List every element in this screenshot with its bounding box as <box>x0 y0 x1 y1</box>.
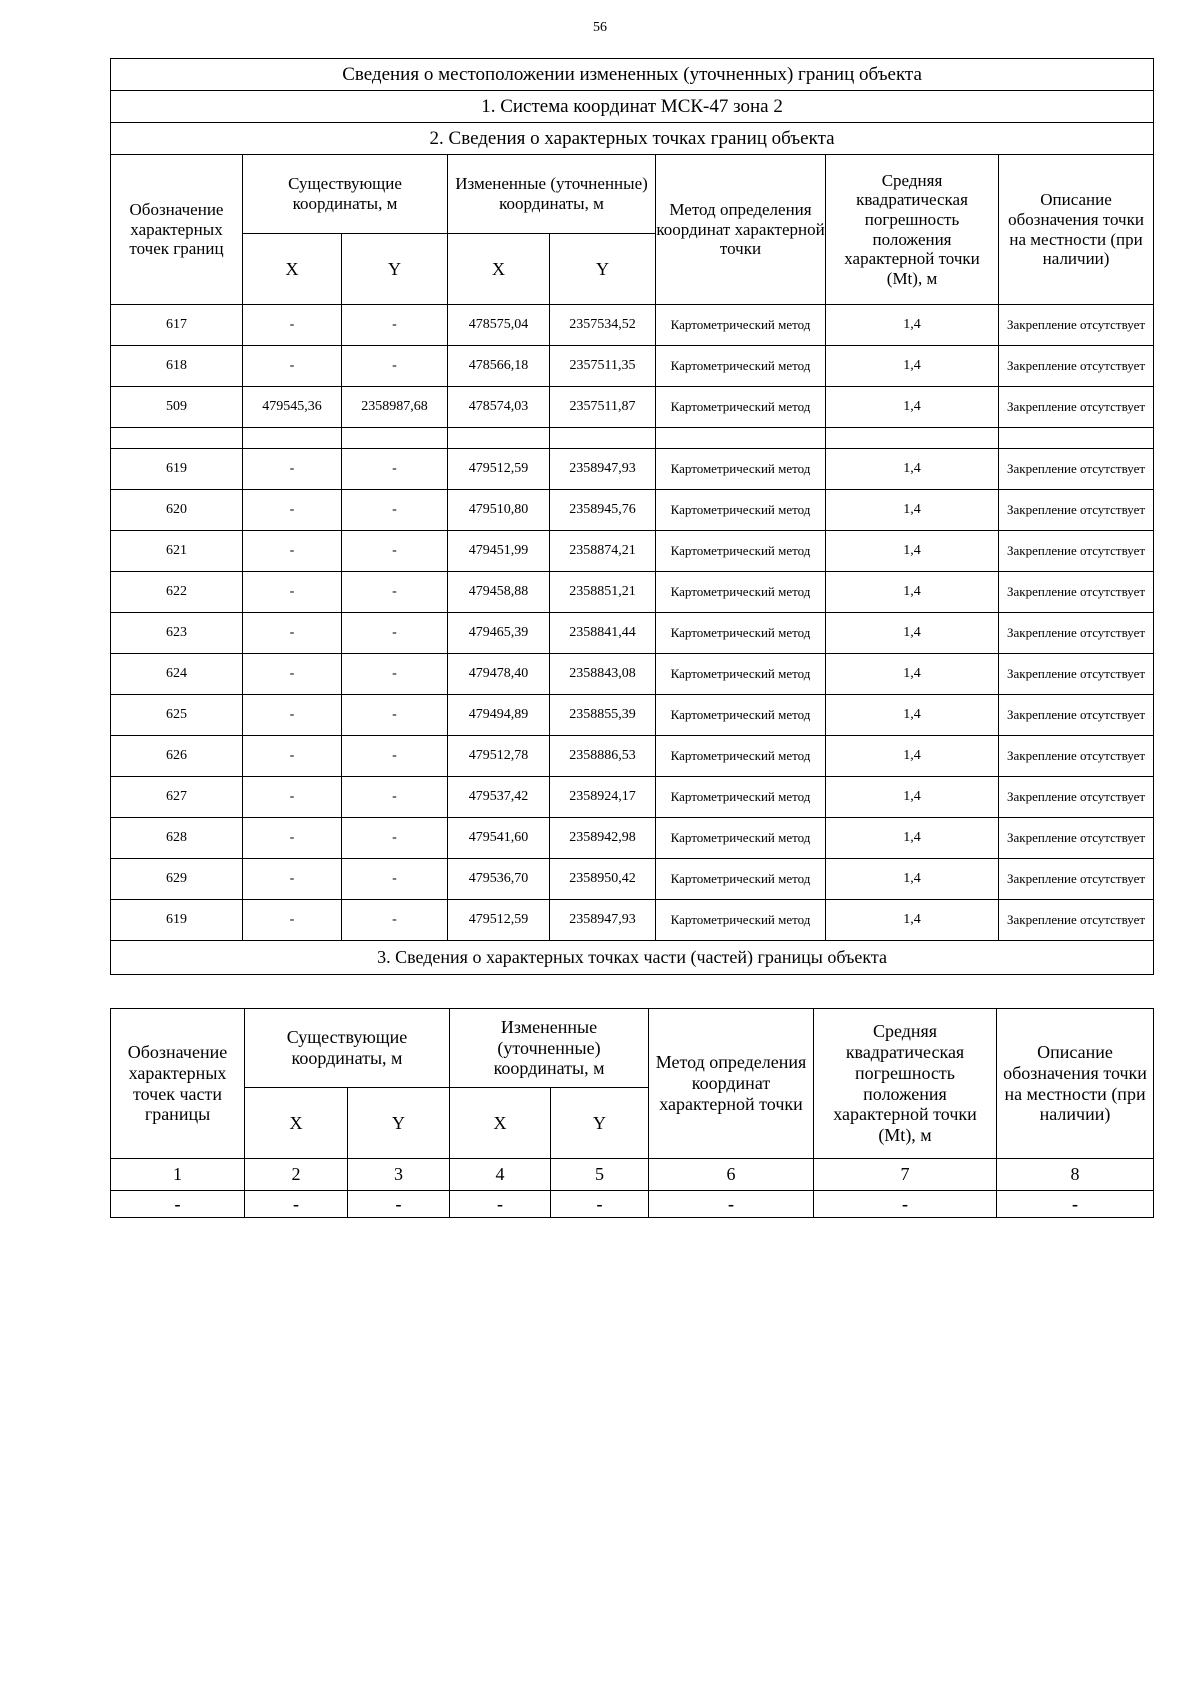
header-description: Описание обозначения точки на местности (при наличии) <box>999 155 1154 305</box>
changed-y-cell: 2357511,87 <box>550 387 656 428</box>
point-id-cell: 619 <box>111 449 243 490</box>
method-cell: Картометрический метод <box>656 305 826 346</box>
boundary-points-table <box>110 58 1154 975</box>
existing-x-cell: - <box>243 449 342 490</box>
part-header-designation: Обозначение характерных точек части границы <box>111 1009 245 1159</box>
description-cell: Закрепление отсутствует <box>999 859 1154 900</box>
part-header-existing-y: Y <box>348 1088 450 1159</box>
changed-x-cell: 479451,99 <box>448 531 550 572</box>
header-changed-y: Y <box>550 234 656 305</box>
error-cell: 1,4 <box>826 490 999 531</box>
existing-x-cell: - <box>243 859 342 900</box>
error-cell: 1,4 <box>826 859 999 900</box>
existing-x-cell: - <box>243 654 342 695</box>
existing-y-cell: - <box>342 305 448 346</box>
existing-x-cell: - <box>243 695 342 736</box>
changed-y-cell: 2357511,35 <box>550 346 656 387</box>
description-cell: Закрепление отсутствует <box>999 387 1154 428</box>
existing-y-cell: - <box>342 777 448 818</box>
existing-x-cell: 479545,36 <box>243 387 342 428</box>
existing-x-cell: - <box>243 900 342 941</box>
column-number: 6 <box>649 1159 814 1191</box>
existing-y-cell: - <box>342 736 448 777</box>
existing-x-cell: - <box>243 613 342 654</box>
description-cell: Закрепление отсутствует <box>999 736 1154 777</box>
dash-cell: - <box>649 1191 814 1218</box>
point-id-cell: 622 <box>111 572 243 613</box>
method-cell: Картометрический метод <box>656 449 826 490</box>
description-cell: Закрепление отсутствует <box>999 654 1154 695</box>
page-number: 56 <box>593 20 607 35</box>
method-cell: Картометрический метод <box>656 695 826 736</box>
method-cell: Картометрический метод <box>656 736 826 777</box>
description-cell: Закрепление отсутствует <box>999 572 1154 613</box>
table-row <box>111 531 1154 572</box>
point-id-cell: 509 <box>111 387 243 428</box>
existing-x-cell: - <box>243 572 342 613</box>
header-existing-coords: Существующие координаты, м <box>243 155 448 234</box>
empty-data-row <box>111 1191 1154 1218</box>
table-row <box>111 736 1154 777</box>
description-cell: Закрепление отсутствует <box>999 449 1154 490</box>
changed-y-cell: 2358947,93 <box>550 449 656 490</box>
error-cell: 1,4 <box>826 900 999 941</box>
changed-y-cell: 2358855,39 <box>550 695 656 736</box>
error-cell: 1,4 <box>826 387 999 428</box>
section-title: Сведения о местоположении измененных (уточненных) границ объекта <box>111 59 1154 91</box>
error-cell: 1,4 <box>826 695 999 736</box>
table-row <box>111 777 1154 818</box>
part-header-description: Описание обозначения точки на местности (при наличии) <box>997 1009 1154 1159</box>
error-cell: 1,4 <box>826 736 999 777</box>
point-id-cell: 627 <box>111 777 243 818</box>
description-cell: Закрепление отсутствует <box>999 490 1154 531</box>
column-number: 7 <box>814 1159 997 1191</box>
dash-cell: - <box>551 1191 649 1218</box>
changed-y-cell: 2358942,98 <box>550 818 656 859</box>
existing-y-cell: - <box>342 818 448 859</box>
point-id-cell: 624 <box>111 654 243 695</box>
column-number: 8 <box>997 1159 1154 1191</box>
existing-x-cell: - <box>243 777 342 818</box>
existing-y-cell: 2358987,68 <box>342 387 448 428</box>
table-row <box>111 859 1154 900</box>
existing-x-cell: - <box>243 818 342 859</box>
error-cell: 1,4 <box>826 305 999 346</box>
changed-y-cell: 2358874,21 <box>550 531 656 572</box>
existing-x-cell: - <box>243 346 342 387</box>
blank-row <box>111 428 1154 449</box>
point-id-cell: 623 <box>111 613 243 654</box>
column-number: 4 <box>450 1159 551 1191</box>
table-row <box>111 613 1154 654</box>
column-numbers-row <box>111 1159 1154 1191</box>
changed-x-cell: 479510,80 <box>448 490 550 531</box>
header-method: Метод определения координат характерной точки <box>656 155 826 305</box>
header-changed-x: X <box>448 234 550 305</box>
method-cell: Картометрический метод <box>656 900 826 941</box>
header-error: Средняя квадратическая погрешность положения характерной точки (Mt), м <box>826 155 999 305</box>
method-cell: Картометрический метод <box>656 859 826 900</box>
method-cell: Картометрический метод <box>656 654 826 695</box>
table-row <box>111 695 1154 736</box>
changed-y-cell: 2358947,93 <box>550 900 656 941</box>
table-row <box>111 572 1154 613</box>
method-cell: Картометрический метод <box>656 572 826 613</box>
changed-y-cell: 2358886,53 <box>550 736 656 777</box>
dash-cell: - <box>814 1191 997 1218</box>
method-cell: Картометрический метод <box>656 387 826 428</box>
header-existing-x: X <box>243 234 342 305</box>
part-header-existing-x: X <box>245 1088 348 1159</box>
point-id-cell: 619 <box>111 900 243 941</box>
changed-x-cell: 479541,60 <box>448 818 550 859</box>
description-cell: Закрепление отсутствует <box>999 695 1154 736</box>
changed-x-cell: 479458,88 <box>448 572 550 613</box>
existing-x-cell: - <box>243 736 342 777</box>
changed-x-cell: 478566,18 <box>448 346 550 387</box>
description-cell: Закрепление отсутствует <box>999 777 1154 818</box>
existing-y-cell: - <box>342 900 448 941</box>
changed-x-cell: 478575,04 <box>448 305 550 346</box>
table-row <box>111 490 1154 531</box>
existing-y-cell: - <box>342 613 448 654</box>
existing-y-cell: - <box>342 572 448 613</box>
changed-x-cell: 478574,03 <box>448 387 550 428</box>
column-number: 5 <box>551 1159 649 1191</box>
method-cell: Картометрический метод <box>656 346 826 387</box>
table-row <box>111 900 1154 941</box>
changed-y-cell: 2357534,52 <box>550 305 656 346</box>
part-header-changed-coords: Измененные (уточненные) координаты, м <box>450 1009 649 1088</box>
existing-y-cell: - <box>342 490 448 531</box>
point-id-cell: 626 <box>111 736 243 777</box>
header-changed-coords: Измененные (уточненные) координаты, м <box>448 155 656 234</box>
description-cell: Закрепление отсутствует <box>999 531 1154 572</box>
part-header-existing-coords: Существующие координаты, м <box>245 1009 450 1088</box>
table-row <box>111 654 1154 695</box>
table-row <box>111 346 1154 387</box>
changed-x-cell: 479465,39 <box>448 613 550 654</box>
error-cell: 1,4 <box>826 818 999 859</box>
method-cell: Картометрический метод <box>656 818 826 859</box>
description-cell: Закрепление отсутствует <box>999 818 1154 859</box>
changed-y-cell: 2358945,76 <box>550 490 656 531</box>
existing-y-cell: - <box>342 346 448 387</box>
error-cell: 1,4 <box>826 572 999 613</box>
column-number: 1 <box>111 1159 245 1191</box>
method-cell: Картометрический метод <box>656 531 826 572</box>
existing-y-cell: - <box>342 449 448 490</box>
error-cell: 1,4 <box>826 531 999 572</box>
point-id-cell: 618 <box>111 346 243 387</box>
part-header-method: Метод определения координат характерной точки <box>649 1009 814 1159</box>
method-cell: Картометрический метод <box>656 613 826 654</box>
dash-cell: - <box>450 1191 551 1218</box>
column-number: 2 <box>245 1159 348 1191</box>
changed-y-cell: 2358950,42 <box>550 859 656 900</box>
changed-x-cell: 479494,89 <box>448 695 550 736</box>
changed-x-cell: 479512,78 <box>448 736 550 777</box>
point-id-cell: 617 <box>111 305 243 346</box>
error-cell: 1,4 <box>826 449 999 490</box>
existing-y-cell: - <box>342 531 448 572</box>
changed-y-cell: 2358843,08 <box>550 654 656 695</box>
dash-cell: - <box>997 1191 1154 1218</box>
changed-y-cell: 2358841,44 <box>550 613 656 654</box>
table-row <box>111 387 1154 428</box>
error-cell: 1,4 <box>826 346 999 387</box>
existing-x-cell: - <box>243 305 342 346</box>
changed-x-cell: 479536,70 <box>448 859 550 900</box>
description-cell: Закрепление отсутствует <box>999 613 1154 654</box>
description-cell: Закрепление отсутствует <box>999 900 1154 941</box>
point-id-cell: 621 <box>111 531 243 572</box>
point-id-cell: 625 <box>111 695 243 736</box>
points-title: 2. Сведения о характерных точках границ объекта <box>111 123 1154 155</box>
coord-system-title: 1. Система координат МСК-47 зона 2 <box>111 91 1154 123</box>
existing-y-cell: - <box>342 859 448 900</box>
part-title: 3. Сведения о характерных точках части (частей) границы объекта <box>111 941 1154 975</box>
changed-x-cell: 479512,59 <box>448 449 550 490</box>
existing-x-cell: - <box>243 531 342 572</box>
changed-x-cell: 479512,59 <box>448 900 550 941</box>
method-cell: Картометрический метод <box>656 777 826 818</box>
method-cell: Картометрический метод <box>656 490 826 531</box>
point-id-cell: 629 <box>111 859 243 900</box>
changed-x-cell: 479478,40 <box>448 654 550 695</box>
point-id-cell: 620 <box>111 490 243 531</box>
part-header-error: Средняя квадратическая погрешность положения характерной точки (Mt), м <box>814 1009 997 1159</box>
part-boundary-points-table <box>110 1008 1154 1218</box>
error-cell: 1,4 <box>826 654 999 695</box>
header-existing-y: Y <box>342 234 448 305</box>
changed-y-cell: 2358851,21 <box>550 572 656 613</box>
column-number: 3 <box>348 1159 450 1191</box>
existing-y-cell: - <box>342 654 448 695</box>
error-cell: 1,4 <box>826 613 999 654</box>
part-header-changed-x: X <box>450 1088 551 1159</box>
dash-cell: - <box>111 1191 245 1218</box>
changed-x-cell: 479537,42 <box>448 777 550 818</box>
existing-x-cell: - <box>243 490 342 531</box>
description-cell: Закрепление отсутствует <box>999 305 1154 346</box>
error-cell: 1,4 <box>826 777 999 818</box>
changed-y-cell: 2358924,17 <box>550 777 656 818</box>
description-cell: Закрепление отсутствует <box>999 346 1154 387</box>
table-row <box>111 818 1154 859</box>
existing-y-cell: - <box>342 695 448 736</box>
dash-cell: - <box>348 1191 450 1218</box>
dash-cell: - <box>245 1191 348 1218</box>
table-row <box>111 449 1154 490</box>
table-row <box>111 305 1154 346</box>
point-id-cell: 628 <box>111 818 243 859</box>
part-header-changed-y: Y <box>551 1088 649 1159</box>
header-designation: Обозначение характерных точек границ <box>111 155 243 305</box>
